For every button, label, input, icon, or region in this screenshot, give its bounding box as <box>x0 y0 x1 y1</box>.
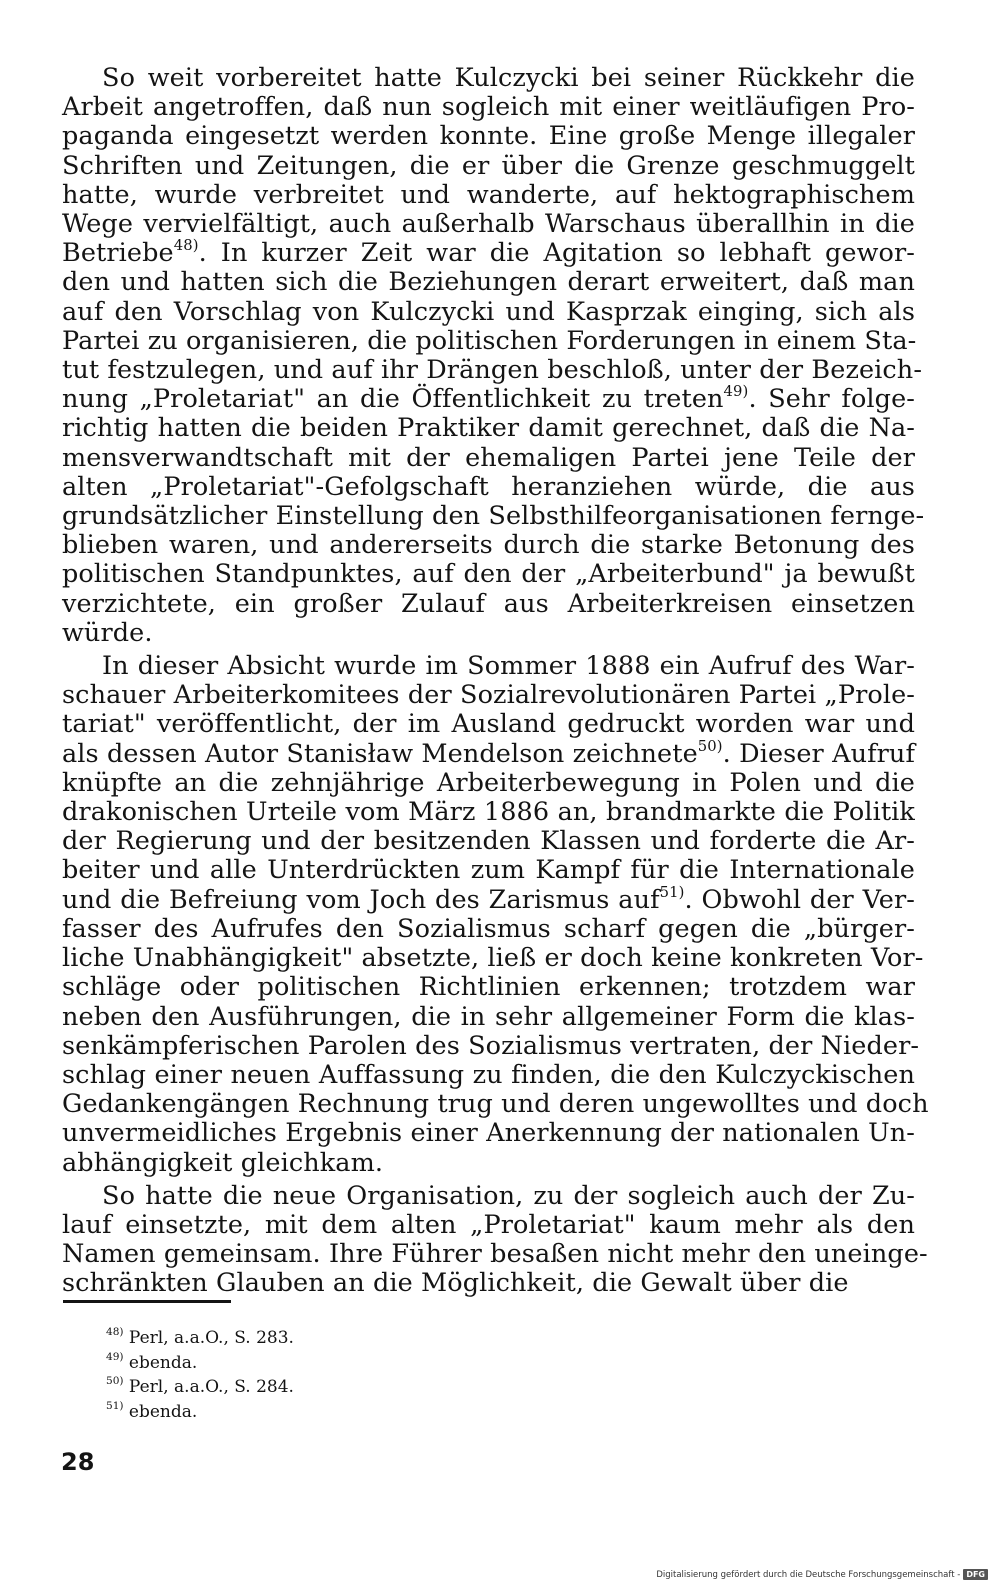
text-line: schläge oder politischen Richtlinien erkennen; trotzdem war <box>62 972 915 1003</box>
text-line: der Regierung und der besitzenden Klassen und forderte die Ar- <box>62 826 915 857</box>
digitization-credit <box>656 1569 988 1580</box>
text-line: knüpfte an die zehnjährige Arbeiterbewegung in Polen und die <box>62 767 915 798</box>
text-line <box>62 883 915 915</box>
text-line: hatte, wurde verbreitet und wanderte, auf hektographischem <box>62 179 915 210</box>
text-line: schauer Arbeiterkomitees der Sozialrevolutionären Partei „Prole- <box>62 680 915 711</box>
footnote-mark: 51) <box>106 1399 124 1412</box>
footnote <box>106 1375 606 1400</box>
text-line: Partei zu organisieren, die politischen Forderungen in einem Sta- <box>62 325 917 356</box>
footnote-rule <box>63 1300 231 1303</box>
text-line: Namen gemeinsam. Ihre Führer besaßen nicht mehr den uneinge- <box>62 1239 928 1270</box>
text-line <box>62 239 915 268</box>
text-line: politischen Standpunktes, auf den der „Arbeiterbund" ja bewußt <box>62 559 915 590</box>
text-line: den und hatten sich die Beziehungen derart erweitert, daß man <box>62 267 915 298</box>
text-line: grundsätzlicher Einstellung den Selbsthilfeorganisationen fernge- <box>62 501 925 532</box>
text-line: liche Unabhängigkeit" absetzte, ließ er doch keine konkreten Vor- <box>62 943 924 974</box>
footnote-mark: 49) <box>106 1350 124 1363</box>
footnote-reference: 50) <box>697 737 723 755</box>
text-line: paganda eingesetzt werden konnte. Eine große Menge illegaler <box>62 121 915 152</box>
text-line: würde. <box>62 617 153 648</box>
text-line: richtig hatten die beiden Praktiker damit gerechnet, daß die Na- <box>62 413 915 444</box>
text-line: So weit vorbereitet hatte Kulczycki bei seiner Rückkehr die <box>102 63 915 93</box>
text-line: beiter und alle Unterdrückten zum Kampf für die Internationale <box>62 855 915 886</box>
text-segment: . In kurzer Zeit war die Agitation so lebhaft gewor- <box>198 238 915 269</box>
footnote-mark: 50) <box>106 1375 124 1388</box>
text-segment: . Dieser Aufruf <box>722 738 915 769</box>
footnote <box>106 1326 606 1351</box>
footnote-reference: 48) <box>173 237 199 255</box>
text-line: In dieser Absicht wurde im Sommer 1888 ein Aufruf des War- <box>102 651 915 682</box>
paragraph <box>62 1180 928 1299</box>
text-segment: Betriebe <box>62 238 174 269</box>
credit-text: Digitalisierung gefördert durch die Deutsche Forschungsgemeinschaft - <box>656 1569 961 1580</box>
footnote <box>106 1400 606 1425</box>
text-line: Gedankengängen Rechnung trug und deren ungewolltes und doch <box>62 1089 929 1120</box>
text-line: verzichtete, ein großer Zulauf aus Arbeiterkreisen einsetzen <box>62 588 915 619</box>
text-line: tariat" veröffentlicht, der im Ausland gedruckt worden war und <box>62 709 915 740</box>
text-line: Wege vervielfältigt, auch außerhalb Warschaus überallhin in die <box>62 209 915 240</box>
text-line: So hatte die neue Organisation, zu der sogleich auch der Zu- <box>102 1180 915 1211</box>
text-segment: und die Befreiung vom Joch des Zarismus auf <box>62 884 660 915</box>
text-line: abhängigkeit gleichkam. <box>62 1147 384 1178</box>
text-line: unvermeidliches Ergebnis einer Anerkennung der nationalen Un- <box>62 1118 915 1149</box>
paragraph <box>62 63 925 648</box>
page-number: 28 <box>61 1448 95 1476</box>
dfg-logo: DFG <box>963 1569 988 1580</box>
footnote-reference: 51) <box>659 883 685 901</box>
text-segment: als dessen Autor Stanisław Mendelson zeichnete <box>62 738 698 769</box>
footnotes <box>106 1326 606 1424</box>
body-text <box>62 63 929 1299</box>
text-line: lauf einsetzte, mit dem alten „Proletariat" kaum mehr als den <box>62 1209 915 1240</box>
paragraph <box>62 651 929 1178</box>
text-line: drakonischen Urteile vom März 1886 an, brandmarkte die Politik <box>62 797 915 828</box>
text-line <box>62 737 915 769</box>
text-line: Arbeit angetroffen, daß nun sogleich mit einer weitläufigen Pro- <box>62 92 915 123</box>
text-line: schlag einer neuen Auffassung zu finden, die den Kulczyckischen <box>62 1059 915 1090</box>
text-line: tut festzulegen, und auf ihr Drängen beschloß, unter der Bezeich- <box>62 355 923 386</box>
text-line: auf den Vorschlag von Kulczycki und Kasprzak einging, sich als <box>62 296 915 327</box>
footnote <box>106 1351 606 1376</box>
footnote-text: ebenda. <box>128 1352 198 1373</box>
text-line <box>62 385 915 414</box>
footnote-mark: 48) <box>106 1326 124 1339</box>
text-line: alten „Proletariat"-Gefolgschaft heranziehen würde, die aus <box>62 471 915 502</box>
text-line: mensverwandtschaft mit der ehemaligen Partei jene Teile der <box>62 442 915 473</box>
footnote-text: Perl, a.a.O., S. 284. <box>128 1377 294 1397</box>
text-line: senkämpferischen Parolen des Sozialismus vertraten, der Nieder- <box>62 1030 920 1061</box>
text-line: Schriften und Zeitungen, die er über die Grenze geschmuggelt <box>62 150 915 181</box>
text-segment: . Obwohl der Ver- <box>684 884 915 915</box>
text-line: blieben waren, und andererseits durch die starke Betonung des <box>62 530 915 561</box>
footnote-reference: 49) <box>723 383 749 401</box>
text-segment: . Sehr folge- <box>748 384 915 415</box>
text-segment: nung „Proletariat" an die Öffentlichkeit zu treten <box>62 384 724 415</box>
footnote-text: Perl, a.a.O., S. 283. <box>128 1328 294 1348</box>
text-line: fasser des Aufrufes den Sozialismus scharf gegen die „bürger- <box>62 913 915 944</box>
text-line: schränkten Glauben an die Möglichkeit, die Gewalt über die <box>62 1268 849 1299</box>
footnote-text: ebenda. <box>128 1401 198 1422</box>
text-line: neben den Ausführungen, die in sehr allgemeiner Form die klas- <box>62 1001 915 1032</box>
